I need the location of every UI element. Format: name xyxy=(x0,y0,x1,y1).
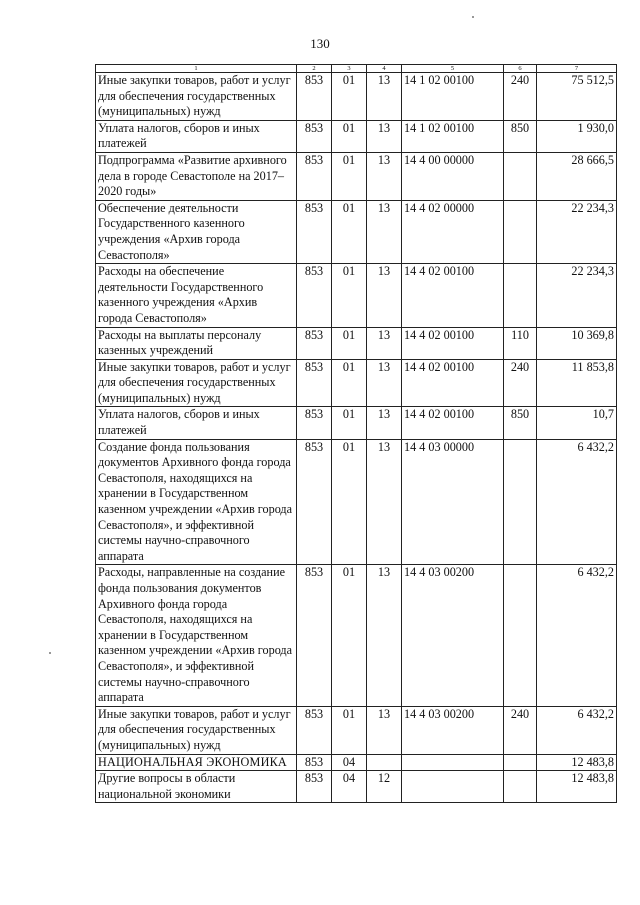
row-name: Другие вопросы в области национальной экономики xyxy=(96,771,297,803)
subsection-code: 13 xyxy=(367,706,402,754)
ministry-code: 853 xyxy=(297,152,332,200)
expense-type-code xyxy=(504,264,537,327)
target-article-code: 14 1 02 00100 xyxy=(402,120,504,152)
subsection-code: 13 xyxy=(367,439,402,565)
target-article-code: 14 4 02 00100 xyxy=(402,359,504,407)
amount: 28 666,5 xyxy=(537,152,617,200)
table-row xyxy=(96,73,617,121)
table-row xyxy=(96,152,617,200)
ministry-code: 853 xyxy=(297,120,332,152)
expense-type-code xyxy=(504,754,537,771)
row-name: Расходы на обеспечение деятельности Государственного казенного учреждения «Архив города Севастополя» xyxy=(96,264,297,327)
subsection-code: 12 xyxy=(367,771,402,803)
subsection-code: 13 xyxy=(367,407,402,439)
ministry-code: 853 xyxy=(297,754,332,771)
amount: 10 369,8 xyxy=(537,327,617,359)
subsection-code: 13 xyxy=(367,152,402,200)
ministry-code: 853 xyxy=(297,359,332,407)
row-name: Уплата налогов, сборов и иных платежей xyxy=(96,120,297,152)
budget-table xyxy=(95,64,617,803)
expense-type-code: 240 xyxy=(504,706,537,754)
amount: 6 432,2 xyxy=(537,706,617,754)
ministry-code: 853 xyxy=(297,439,332,565)
subsection-code: 13 xyxy=(367,264,402,327)
table-row xyxy=(96,407,617,439)
section-code: 04 xyxy=(332,771,367,803)
ministry-code: 853 xyxy=(297,327,332,359)
expense-type-code xyxy=(504,565,537,706)
target-article-code: 14 4 03 00200 xyxy=(402,565,504,706)
scan-speck xyxy=(472,16,474,18)
target-article-code: 14 4 02 00100 xyxy=(402,327,504,359)
table-row xyxy=(96,754,617,771)
amount: 22 234,3 xyxy=(537,200,617,263)
ministry-code: 853 xyxy=(297,200,332,263)
column-number: 7 xyxy=(537,65,617,73)
scan-speck xyxy=(49,652,51,654)
table-row xyxy=(96,359,617,407)
table-row xyxy=(96,771,617,803)
table-row xyxy=(96,706,617,754)
ministry-code: 853 xyxy=(297,565,332,706)
section-code: 04 xyxy=(332,754,367,771)
table-row xyxy=(96,200,617,263)
section-code: 01 xyxy=(332,73,367,121)
column-number: 3 xyxy=(332,65,367,73)
section-code: 01 xyxy=(332,565,367,706)
target-article-code: 14 4 02 00000 xyxy=(402,200,504,263)
column-number-row xyxy=(96,65,617,73)
row-name: Подпрограмма «Развитие архивного дела в городе Севастополе на 2017–2020 годы» xyxy=(96,152,297,200)
row-name: Расходы на выплаты персоналу казенных учреждений xyxy=(96,327,297,359)
column-number: 4 xyxy=(367,65,402,73)
amount: 12 483,8 xyxy=(537,771,617,803)
target-article-code: 14 1 02 00100 xyxy=(402,73,504,121)
expense-type-code xyxy=(504,771,537,803)
column-number: 1 xyxy=(96,65,297,73)
table-row xyxy=(96,327,617,359)
ministry-code: 853 xyxy=(297,706,332,754)
section-code: 01 xyxy=(332,407,367,439)
section-code: 01 xyxy=(332,359,367,407)
amount: 75 512,5 xyxy=(537,73,617,121)
column-number: 6 xyxy=(504,65,537,73)
section-code: 01 xyxy=(332,439,367,565)
target-article-code xyxy=(402,754,504,771)
row-name: Иные закупки товаров, работ и услуг для обеспечения государственных (муниципальных) нужд xyxy=(96,359,297,407)
expense-type-code: 850 xyxy=(504,407,537,439)
subsection-code: 13 xyxy=(367,120,402,152)
target-article-code: 14 4 02 00100 xyxy=(402,407,504,439)
row-name: НАЦИОНАЛЬНАЯ ЭКОНОМИКА xyxy=(96,754,297,771)
section-code: 01 xyxy=(332,327,367,359)
subsection-code: 13 xyxy=(367,327,402,359)
amount: 6 432,2 xyxy=(537,439,617,565)
ministry-code: 853 xyxy=(297,73,332,121)
page-number: 130 xyxy=(310,36,330,51)
target-article-code: 14 4 00 00000 xyxy=(402,152,504,200)
expense-type-code xyxy=(504,200,537,263)
amount: 6 432,2 xyxy=(537,565,617,706)
subsection-code xyxy=(367,754,402,771)
column-number: 5 xyxy=(402,65,504,73)
expense-type-code xyxy=(504,152,537,200)
row-name: Расходы, направленные на создание фонда пользования документов Архивного фонда города Севастополя, находящихся на хранении в Государственном казенном учреждении «Архив города Севастополя», и эффективной системы научно-справочного аппарата xyxy=(96,565,297,706)
row-name: Иные закупки товаров, работ и услуг для обеспечения государственных (муниципальных) нужд xyxy=(96,706,297,754)
column-number: 2 xyxy=(297,65,332,73)
subsection-code: 13 xyxy=(367,565,402,706)
section-code: 01 xyxy=(332,152,367,200)
amount: 12 483,8 xyxy=(537,754,617,771)
ministry-code: 853 xyxy=(297,264,332,327)
row-name: Обеспечение деятельности Государственного казенного учреждения «Архив города Севастополя» xyxy=(96,200,297,263)
row-name: Создание фонда пользования документов Архивного фонда города Севастополя, находящихся на хранении в Государственном казенном учреждении «Архив города Севастополя», и эффективной системы научно-справочного аппарата xyxy=(96,439,297,565)
table-row xyxy=(96,264,617,327)
section-code: 01 xyxy=(332,120,367,152)
row-name: Иные закупки товаров, работ и услуг для обеспечения государственных (муниципальных) нужд xyxy=(96,73,297,121)
section-code: 01 xyxy=(332,706,367,754)
table-row xyxy=(96,439,617,565)
subsection-code: 13 xyxy=(367,73,402,121)
expense-type-code: 110 xyxy=(504,327,537,359)
row-name: Уплата налогов, сборов и иных платежей xyxy=(96,407,297,439)
ministry-code: 853 xyxy=(297,771,332,803)
amount: 1 930,0 xyxy=(537,120,617,152)
target-article-code: 14 4 02 00100 xyxy=(402,264,504,327)
target-article-code: 14 4 03 00200 xyxy=(402,706,504,754)
expense-type-code: 850 xyxy=(504,120,537,152)
target-article-code xyxy=(402,771,504,803)
expense-type-code: 240 xyxy=(504,359,537,407)
table-row xyxy=(96,565,617,706)
expense-type-code xyxy=(504,439,537,565)
amount: 10,7 xyxy=(537,407,617,439)
subsection-code: 13 xyxy=(367,200,402,263)
section-code: 01 xyxy=(332,200,367,263)
amount: 22 234,3 xyxy=(537,264,617,327)
table-row xyxy=(96,120,617,152)
subsection-code: 13 xyxy=(367,359,402,407)
section-code: 01 xyxy=(332,264,367,327)
expense-type-code: 240 xyxy=(504,73,537,121)
amount: 11 853,8 xyxy=(537,359,617,407)
target-article-code: 14 4 03 00000 xyxy=(402,439,504,565)
ministry-code: 853 xyxy=(297,407,332,439)
